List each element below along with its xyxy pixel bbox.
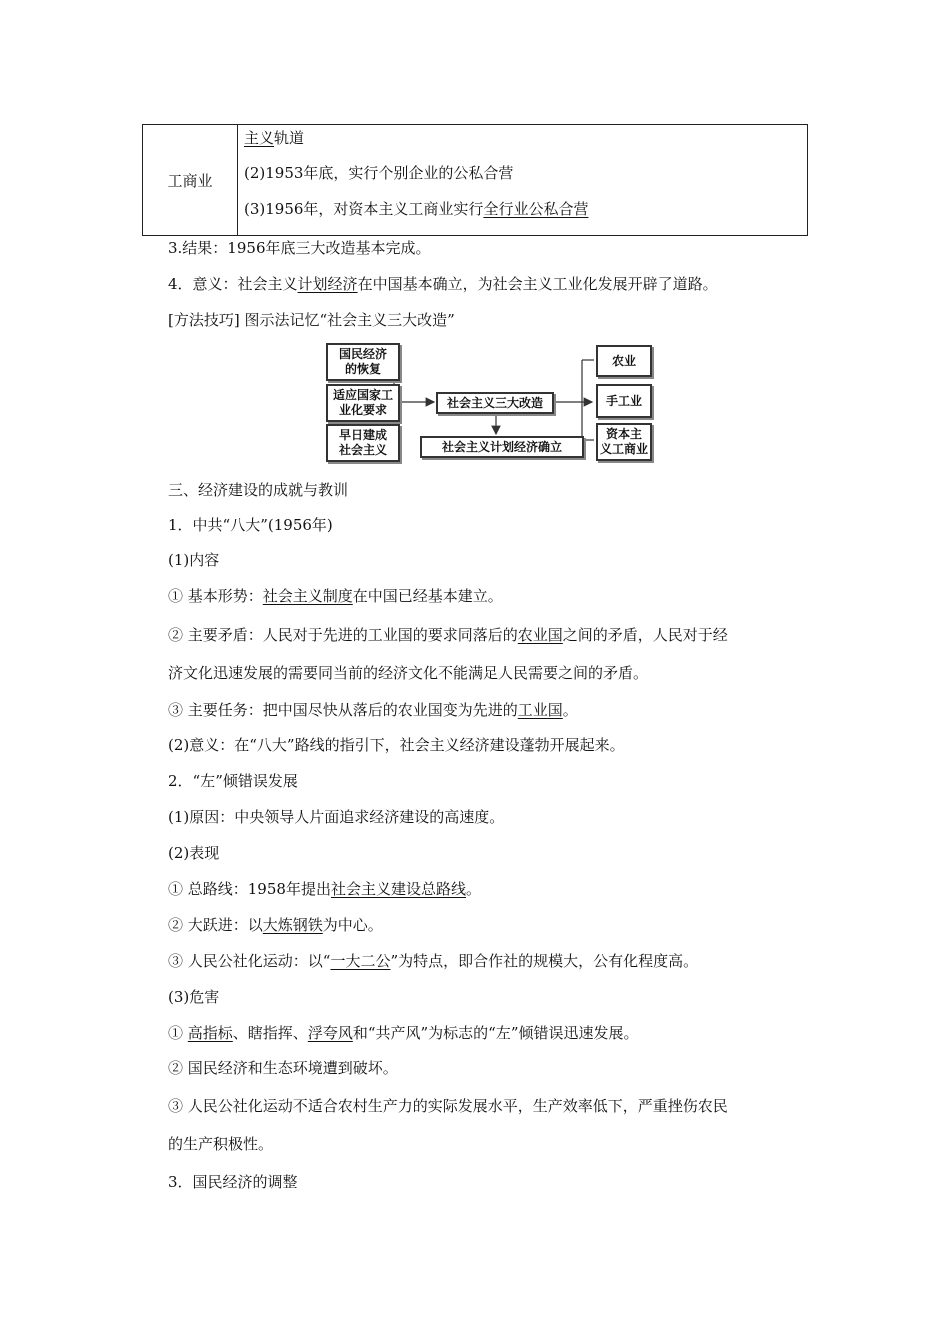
- harm-heading: (3)危害: [168, 988, 220, 1006]
- diagram-center-box: 社会主义三大改造: [436, 392, 554, 414]
- method-tip: [方法技巧] 图示法记忆“社会主义三大改造”: [168, 311, 455, 329]
- diagram-bottom-box: 社会主义计划经济确立: [420, 436, 584, 458]
- diagram-left-box-3: 早日建成 社会主义: [326, 424, 400, 462]
- manifestation-heading: (2)表现: [168, 844, 220, 862]
- point-basic-situation: ① 基本形势：社会主义制度在中国已经基本建立。: [168, 587, 503, 605]
- content-heading: (1)内容: [168, 551, 220, 569]
- significance-8th: (2)意义：在“八大”路线的指引下，社会主义经济建设蓬勃开展起来。: [168, 736, 625, 754]
- table-category-cell: 工商业: [143, 125, 238, 236]
- item-heading-1: 1．中共“八大”(1956年): [168, 516, 333, 534]
- diagram-right-box-1: 农业: [596, 345, 652, 377]
- diagram-left-box-1: 国民经济 的恢复: [326, 343, 400, 381]
- point-main-contradiction-cont: 济文化迅速发展的需要同当前的经济文化不能满足人民需要之间的矛盾。: [168, 664, 649, 682]
- item-heading-3: 3．国民经济的调整: [168, 1173, 298, 1191]
- table-row-2: (2)1953年底，实行个别企业的公私合营: [244, 164, 514, 182]
- cause-line: (1)原因：中央领导人片面追求经济建设的高速度。: [168, 808, 505, 826]
- point-commune: ③ 人民公社化运动：以“一大二公”为特点，即合作社的规模大，公有化程度高。: [168, 952, 699, 970]
- diagram-right-box-2: 手工业: [596, 384, 652, 418]
- significance-line: 4．意义：社会主义计划经济在中国基本确立，为社会主义工业化发展开辟了道路。: [168, 275, 718, 293]
- section-heading: 三、经济建设的成就与教训: [168, 481, 349, 499]
- point-main-task: ③ 主要任务：把中国尽快从落后的农业国变为先进的工业国。: [168, 701, 578, 719]
- table-row-3: (3)1956年，对资本主义工商业实行全行业公私合营: [244, 200, 589, 218]
- point-great-leap: ② 大跃进：以大炼钢铁为中心。: [168, 916, 383, 934]
- result-line: 3.结果：1956年底三大改造基本完成。: [168, 239, 431, 257]
- table-row-1: 主义轨道: [244, 129, 305, 147]
- harm-point-3: ③ 人民公社化运动不适合农村生产力的实际发展水平，生产效率低下，严重挫伤农民: [168, 1097, 728, 1115]
- diagram-right-box-3: 资本主 义工商业: [596, 423, 652, 461]
- harm-point-3-cont: 的生产积极性。: [168, 1135, 274, 1153]
- point-main-contradiction: ② 主要矛盾：人民对于先进的工业国的要求同落后的农业国之间的矛盾，人民对于经: [168, 626, 728, 644]
- item-heading-2: 2．“左”倾错误发展: [168, 772, 298, 790]
- harm-point-1: ① 高指标、瞎指挥、浮夸风和“共产风”为标志的“左”倾错误迅速发展。: [168, 1024, 639, 1042]
- diagram-left-box-2: 适应国家工 业化要求: [326, 384, 400, 422]
- point-general-line: ① 总路线：1958年提出社会主义建设总路线。: [168, 880, 481, 898]
- harm-point-2: ② 国民经济和生态环境遭到破坏。: [168, 1059, 398, 1077]
